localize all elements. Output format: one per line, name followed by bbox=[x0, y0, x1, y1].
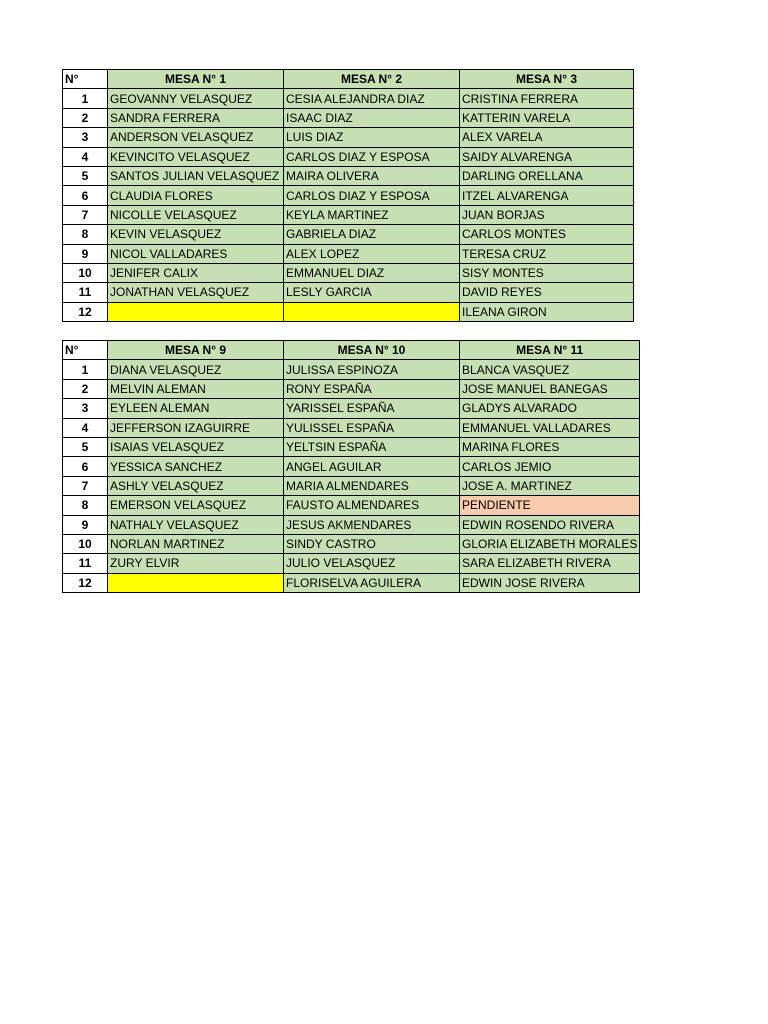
guest-name-cell: ASHLY VELASQUEZ bbox=[108, 476, 284, 495]
guest-name-cell: GLORIA ELIZABETH MORALES bbox=[460, 534, 640, 553]
guest-name-cell: MARIA ALMENDARES bbox=[284, 476, 460, 495]
guest-name-cell: ISAAC DIAZ bbox=[284, 108, 460, 127]
guest-name-cell: CARLOS JEMIO bbox=[460, 457, 640, 476]
table-row bbox=[63, 147, 634, 166]
table-row bbox=[63, 360, 640, 379]
table-row bbox=[63, 573, 640, 592]
guest-name-cell: MAIRA OLIVERA bbox=[284, 166, 460, 185]
guest-name-cell: DIANA VELASQUEZ bbox=[108, 360, 284, 379]
guest-name-cell: JENIFER CALIX bbox=[108, 263, 284, 282]
seat-number: 5 bbox=[63, 166, 108, 185]
seat-number: 7 bbox=[63, 476, 108, 495]
guest-name-cell: JOSE MANUEL BANEGAS bbox=[460, 379, 640, 398]
table-row bbox=[63, 263, 634, 282]
header-row bbox=[63, 70, 634, 89]
seat-number: 9 bbox=[63, 515, 108, 534]
empty-seat-cell bbox=[284, 302, 460, 321]
guest-name-cell: JOSE A. MARTINEZ bbox=[460, 476, 640, 495]
table-row bbox=[63, 418, 640, 437]
seat-number: 11 bbox=[63, 283, 108, 302]
guest-name-cell: ITZEL ALVARENGA bbox=[460, 186, 634, 205]
guest-name-cell: CARLOS MONTES bbox=[460, 225, 634, 244]
seat-number: 12 bbox=[63, 302, 108, 321]
guest-name-cell: ILEANA GIRON bbox=[460, 302, 634, 321]
table-row bbox=[63, 186, 634, 205]
table-row bbox=[63, 302, 634, 321]
guest-name-cell: CLAUDIA FLORES bbox=[108, 186, 284, 205]
mesa-column-header: MESA N° 9 bbox=[108, 341, 284, 360]
seat-number: 11 bbox=[63, 554, 108, 573]
header-row bbox=[63, 341, 640, 360]
guest-name-cell: SARA ELIZABETH RIVERA bbox=[460, 554, 640, 573]
guest-name-cell: EMERSON VELASQUEZ bbox=[108, 496, 284, 515]
guest-name-cell: NATHALY VELASQUEZ bbox=[108, 515, 284, 534]
guest-name-cell: YULISSEL ESPAÑA bbox=[284, 418, 460, 437]
mesa-column-header: MESA N° 1 bbox=[108, 70, 284, 89]
guest-name-cell: CARLOS DIAZ Y ESPOSA bbox=[284, 147, 460, 166]
guest-name-cell: JONATHAN VELASQUEZ bbox=[108, 283, 284, 302]
guest-name-cell: DARLING ORELLANA bbox=[460, 166, 634, 185]
guest-name-cell: GEOVANNY VELASQUEZ bbox=[108, 89, 284, 108]
guest-name-cell: SANDRA FERRERA bbox=[108, 108, 284, 127]
guest-name-cell: YARISSEL ESPAÑA bbox=[284, 399, 460, 418]
guest-name-cell: LESLY GARCIA bbox=[284, 283, 460, 302]
guest-name-cell: FLORISELVA AGUILERA bbox=[284, 573, 460, 592]
mesa-column-header: MESA N° 3 bbox=[460, 70, 634, 89]
mesa-column-header: MESA N° 10 bbox=[284, 341, 460, 360]
table-row bbox=[63, 534, 640, 553]
table-row bbox=[63, 89, 634, 108]
seat-number: 1 bbox=[63, 89, 108, 108]
table-body bbox=[63, 360, 640, 593]
table-row bbox=[63, 166, 634, 185]
guest-name-cell: JESUS AKMENDARES bbox=[284, 515, 460, 534]
guest-name-cell: NORLAN MARTINEZ bbox=[108, 534, 284, 553]
seat-number: 7 bbox=[63, 205, 108, 224]
empty-seat-cell bbox=[108, 302, 284, 321]
table-row bbox=[63, 515, 640, 534]
table-row bbox=[63, 108, 634, 127]
table-row bbox=[63, 379, 640, 398]
mesa-column-header: MESA N° 11 bbox=[460, 341, 640, 360]
guest-name-cell: KATTERIN VARELA bbox=[460, 108, 634, 127]
seat-number: 10 bbox=[63, 263, 108, 282]
guest-name-cell: MELVIN ALEMAN bbox=[108, 379, 284, 398]
guest-name-cell: JULISSA ESPINOZA bbox=[284, 360, 460, 379]
table-header bbox=[63, 341, 640, 360]
guest-name-cell: NICOL VALLADARES bbox=[108, 244, 284, 263]
seating-table-2 bbox=[62, 340, 640, 593]
guest-name-cell: ALEX LOPEZ bbox=[284, 244, 460, 263]
guest-name-cell: BLANCA VASQUEZ bbox=[460, 360, 640, 379]
guest-name-cell: ANDERSON VELASQUEZ bbox=[108, 128, 284, 147]
seat-number: 5 bbox=[63, 437, 108, 456]
guest-name-cell: LUIS DIAZ bbox=[284, 128, 460, 147]
guest-name-cell: ZURY ELVIR bbox=[108, 554, 284, 573]
table-row bbox=[63, 496, 640, 515]
seat-number: 4 bbox=[63, 147, 108, 166]
guest-name-cell: YESSICA SANCHEZ bbox=[108, 457, 284, 476]
guest-name-cell: GABRIELA DIAZ bbox=[284, 225, 460, 244]
guest-name-cell: ANGEL AGUILAR bbox=[284, 457, 460, 476]
guest-name-cell: KEVINCITO VELASQUEZ bbox=[108, 147, 284, 166]
table-row bbox=[63, 205, 634, 224]
guest-name-cell: ALEX VARELA bbox=[460, 128, 634, 147]
mesa-column-header: MESA N° 2 bbox=[284, 70, 460, 89]
seat-number: 10 bbox=[63, 534, 108, 553]
guest-name-cell: GLADYS ALVARADO bbox=[460, 399, 640, 418]
table-row bbox=[63, 399, 640, 418]
guest-name-cell: FAUSTO ALMENDARES bbox=[284, 496, 460, 515]
seat-number: 12 bbox=[63, 573, 108, 592]
guest-name-cell: JUAN BORJAS bbox=[460, 205, 634, 224]
table-body bbox=[63, 89, 634, 322]
guest-name-cell: TERESA CRUZ bbox=[460, 244, 634, 263]
guest-name-cell: EDWIN ROSENDO RIVERA bbox=[460, 515, 640, 534]
table-row bbox=[63, 244, 634, 263]
number-column-header: N° bbox=[63, 70, 108, 89]
guest-name-cell: EMMANUEL VALLADARES bbox=[460, 418, 640, 437]
guest-name-cell: JULIO VELASQUEZ bbox=[284, 554, 460, 573]
seat-number: 1 bbox=[63, 360, 108, 379]
seating-table-1 bbox=[62, 69, 634, 322]
guest-name-cell: EYLEEN ALEMAN bbox=[108, 399, 284, 418]
guest-name-cell: MARINA FLORES bbox=[460, 437, 640, 456]
guest-name-cell: SINDY CASTRO bbox=[284, 534, 460, 553]
seat-number: 6 bbox=[63, 457, 108, 476]
table-row bbox=[63, 128, 634, 147]
guest-name-cell: YELTSIN ESPAÑA bbox=[284, 437, 460, 456]
guest-name-cell: CRISTINA FERRERA bbox=[460, 89, 634, 108]
guest-name-cell: EDWIN JOSE RIVERA bbox=[460, 573, 640, 592]
table-row bbox=[63, 476, 640, 495]
seat-number: 3 bbox=[63, 399, 108, 418]
table-row bbox=[63, 283, 634, 302]
number-column-header: N° bbox=[63, 341, 108, 360]
table-row bbox=[63, 554, 640, 573]
table-row bbox=[63, 225, 634, 244]
guest-name-cell: DAVID REYES bbox=[460, 283, 634, 302]
guest-name-cell: PENDIENTE bbox=[460, 496, 640, 515]
guest-name-cell: CESIA ALEJANDRA DIAZ bbox=[284, 89, 460, 108]
guest-name-cell: NICOLLE VELASQUEZ bbox=[108, 205, 284, 224]
seat-number: 2 bbox=[63, 108, 108, 127]
guest-name-cell: CARLOS DIAZ Y ESPOSA bbox=[284, 186, 460, 205]
guest-name-cell: KEVIN VELASQUEZ bbox=[108, 225, 284, 244]
seat-number: 9 bbox=[63, 244, 108, 263]
guest-name-cell: KEYLA MARTINEZ bbox=[284, 205, 460, 224]
seat-number: 3 bbox=[63, 128, 108, 147]
guest-name-cell: ISAIAS VELASQUEZ bbox=[108, 437, 284, 456]
table-row bbox=[63, 437, 640, 456]
seat-number: 8 bbox=[63, 496, 108, 515]
seat-number: 6 bbox=[63, 186, 108, 205]
empty-seat-cell bbox=[108, 573, 284, 592]
guest-name-cell: RONY ESPAÑA bbox=[284, 379, 460, 398]
guest-name-cell: SISY MONTES bbox=[460, 263, 634, 282]
guest-name-cell: SANTOS JULIAN VELASQUEZ bbox=[108, 166, 284, 185]
seat-number: 4 bbox=[63, 418, 108, 437]
guest-name-cell: JEFFERSON IZAGUIRRE bbox=[108, 418, 284, 437]
table-header bbox=[63, 70, 634, 89]
seat-number: 2 bbox=[63, 379, 108, 398]
guest-name-cell: SAIDY ALVARENGA bbox=[460, 147, 634, 166]
table-row bbox=[63, 457, 640, 476]
seat-number: 8 bbox=[63, 225, 108, 244]
guest-name-cell: EMMANUEL DIAZ bbox=[284, 263, 460, 282]
